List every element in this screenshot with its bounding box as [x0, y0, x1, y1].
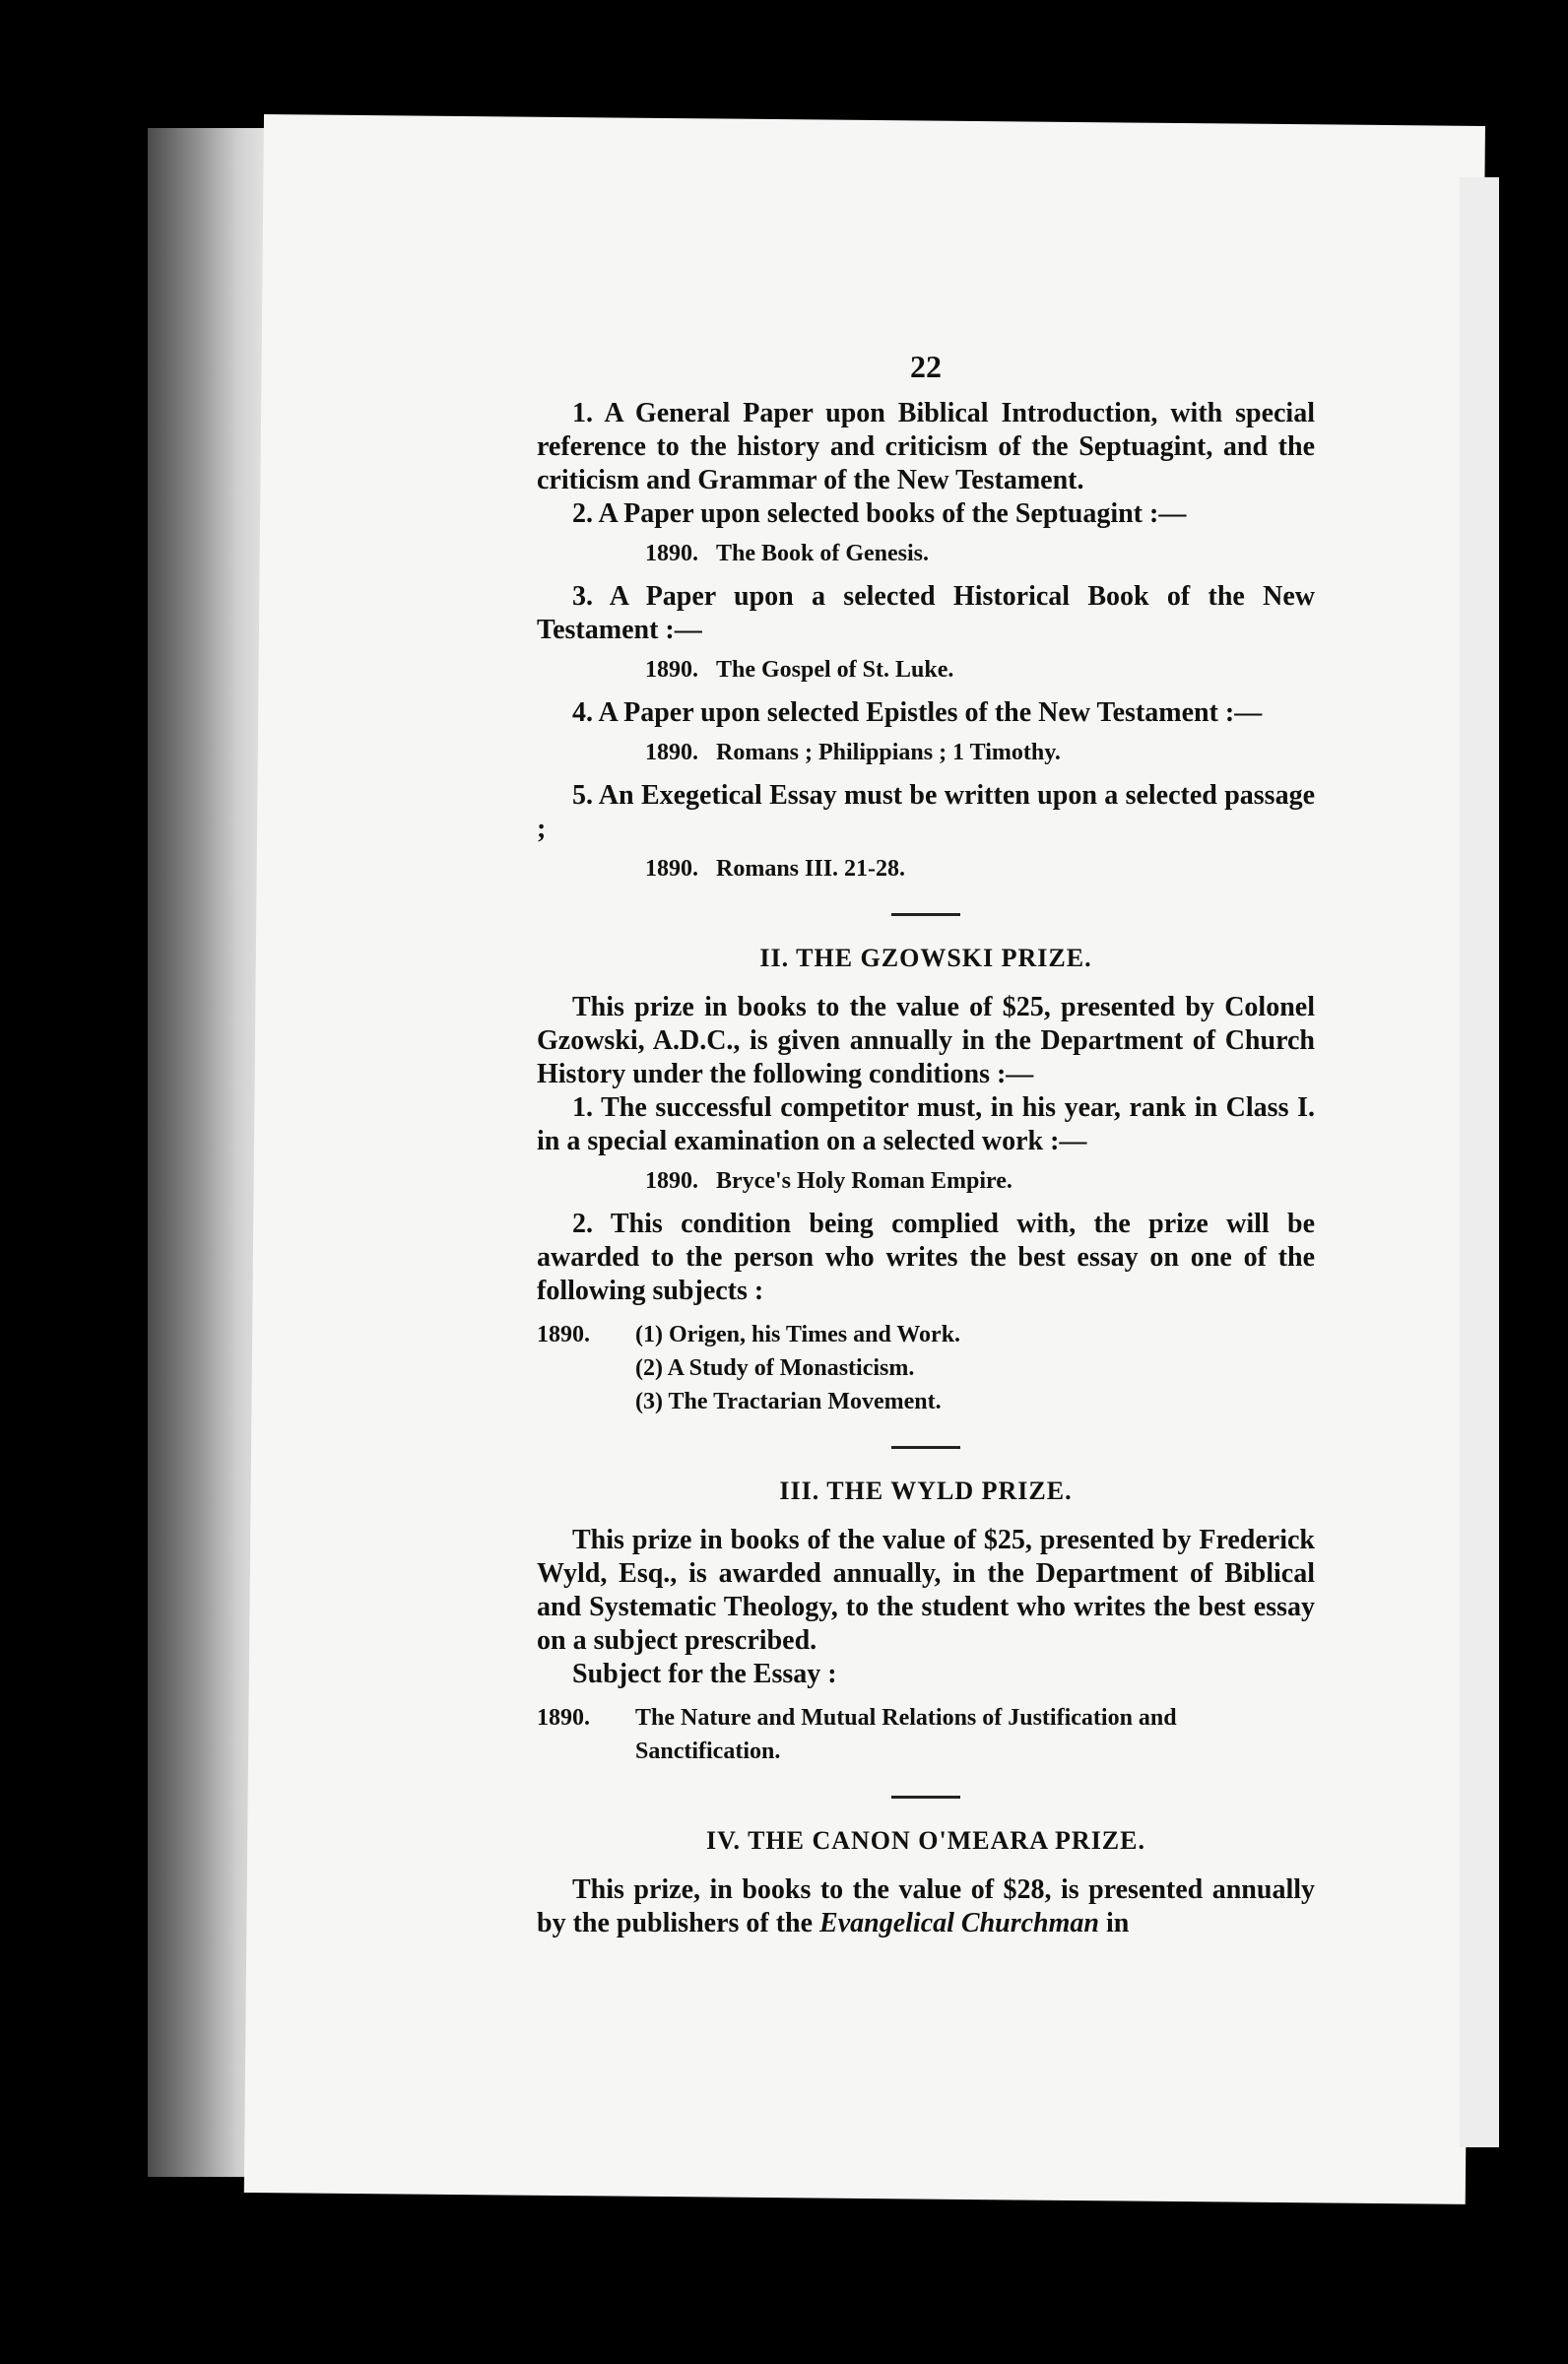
gzowski-heading: II. THE GZOWSKI PRIZE.	[759, 944, 1092, 972]
paragraph-1: 1. A General Paper upon Biblical Introduction, with special reference to the history and criticism of the Septuagint, and the criticism and Grammar of the New Testament.	[537, 398, 1315, 495]
sub-2: 1890. The Book of Genesis.	[645, 541, 930, 566]
list-item: (3) The Tractarian Movement.	[635, 1389, 942, 1414]
wyld-heading: III. THE WYLD PRIZE.	[779, 1477, 1073, 1505]
gzowski-condition-1: 1. The successful competitor must, in his year, rank in Class I. in a special examination on a selected work :—	[537, 1092, 1315, 1156]
paragraph-5: 5. An Exegetical Essay must be written upon a selected passage ;	[537, 780, 1315, 844]
gzowski-intro: This prize in books to the value of $25, presented by Colonel Gzowski, A.D.C., is given annually in the Department of Church History under the following conditions :—	[537, 992, 1315, 1089]
section-divider	[891, 1796, 960, 1799]
wyld-intro: This prize in books of the value of $25, presented by Frederick Wyld, Esq., is awarded annually, in the Department of Biblical and Systematic Theology, to the student who writes the best essay on a subject prescribed.	[537, 1525, 1315, 1656]
wyld-subject	[537, 1701, 1315, 1768]
sub-5: 1890. Romans III. 21-28.	[645, 856, 906, 882]
sub-3: 1890. The Gospel of St. Luke.	[645, 657, 954, 683]
section-divider	[891, 913, 960, 916]
page-number: 22	[910, 349, 942, 384]
list-item: 1890. The Nature and Mutual Relations of Justification and Sanctification.	[537, 1705, 1177, 1764]
facing-page-edge	[1460, 177, 1499, 2147]
list-item: (2) A Study of Monasticism.	[635, 1355, 915, 1381]
omeara-heading: IV. THE CANON O'MEARA PRIZE.	[706, 1826, 1145, 1855]
gzowski-subject-list	[537, 1318, 1315, 1418]
list-item: 1890. (1) Origen, his Times and Work.	[537, 1322, 961, 1347]
wyld-subject-label: Subject for the Essay :	[572, 1659, 837, 1689]
section-divider	[891, 1446, 960, 1449]
omeara-intro: This prize, in books to the value of $28, is presented annually by the publishers of the Evangelical Churchman in	[537, 1874, 1315, 1938]
gzowski-condition-2: 2. This condition being complied with, the prize will be awarded to the person who writes the best essay on one of the following subjects :	[537, 1209, 1315, 1306]
paragraph-3: 3. A Paper upon a selected Historical Book of the New Testament :—	[537, 581, 1315, 645]
paragraph-2: 2. A Paper upon selected books of the Septuagint :—	[572, 498, 1187, 529]
sub-4: 1890. Romans ; Philippians ; 1 Timothy.	[645, 740, 1061, 765]
page-text	[537, 350, 1315, 1940]
gzowski-sub-1: 1890. Bryce's Holy Roman Empire.	[645, 1168, 1013, 1194]
paragraph-4: 4. A Paper upon selected Epistles of the New Testament :—	[572, 697, 1263, 728]
